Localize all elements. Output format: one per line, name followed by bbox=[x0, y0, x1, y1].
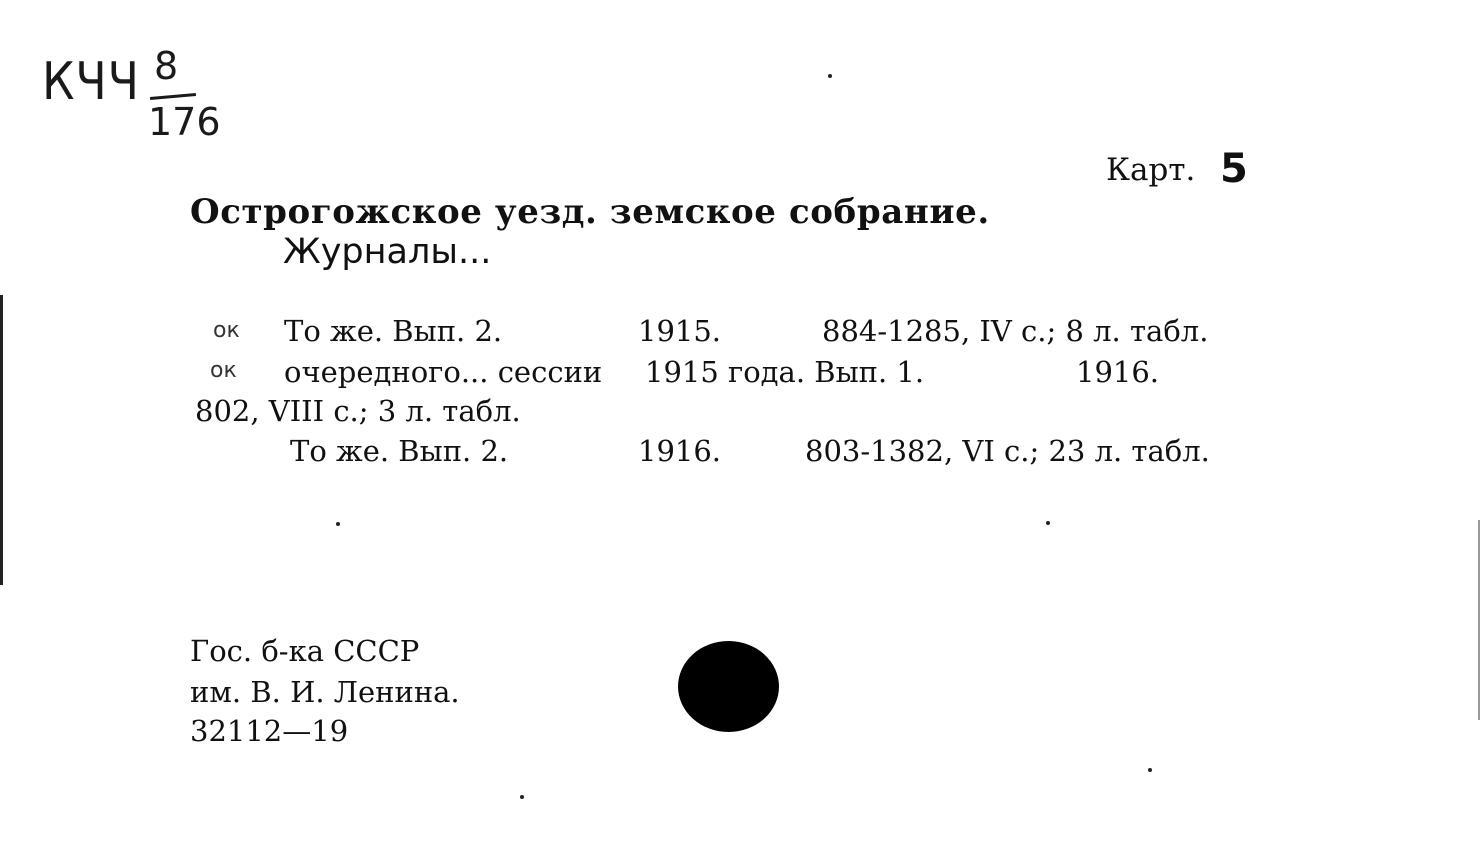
speck bbox=[1046, 521, 1050, 525]
handwritten-mark: ок bbox=[213, 318, 240, 343]
speck bbox=[828, 74, 832, 78]
shelfmark-numerator: 8 bbox=[154, 44, 179, 88]
speck bbox=[336, 522, 340, 526]
card-number-label: Карт. bbox=[1106, 152, 1196, 188]
entry-subheading: Журналы... bbox=[283, 232, 492, 272]
line-4-title: То же. Вып. 2. bbox=[290, 434, 509, 468]
line-4-extent: 803-1382, VI с.; 23 л. табл. bbox=[805, 434, 1210, 468]
shelfmark-denominator: 176 bbox=[148, 100, 221, 144]
footer-print-code: 32112—19 bbox=[190, 714, 349, 748]
line-2-year: 1915 года. Вып. 1. bbox=[645, 355, 925, 389]
line-1-extent: 884-1285, IV с.; 8 л. табл. bbox=[822, 314, 1209, 348]
line-1-year: 1915. bbox=[638, 314, 722, 348]
footer-library: Гос. б-ка СССР bbox=[190, 634, 420, 668]
line-3-continuation: 802, VIII с.; 3 л. табл. bbox=[195, 394, 521, 428]
shelfmark-fraction-line bbox=[150, 93, 196, 100]
line-2-title: очередного... сессии bbox=[284, 355, 603, 389]
line-4-year: 1916. bbox=[638, 434, 722, 468]
shelfmark-main: КЧЧ bbox=[42, 52, 140, 112]
line-1-title: То же. Вып. 2. bbox=[284, 314, 503, 348]
punch-hole bbox=[678, 641, 779, 732]
card-number-value: 5 bbox=[1220, 146, 1248, 192]
line-2-extent: 1916. bbox=[1076, 355, 1160, 389]
card-left-edge bbox=[0, 295, 3, 585]
card-right-edge bbox=[1478, 520, 1480, 720]
speck bbox=[1148, 768, 1152, 772]
speck bbox=[520, 795, 524, 799]
entry-heading: Острогожское уезд. земское собрание. bbox=[190, 192, 990, 232]
footer-library-name: им. В. И. Ленина. bbox=[190, 675, 460, 709]
handwritten-mark: ок bbox=[210, 358, 237, 383]
